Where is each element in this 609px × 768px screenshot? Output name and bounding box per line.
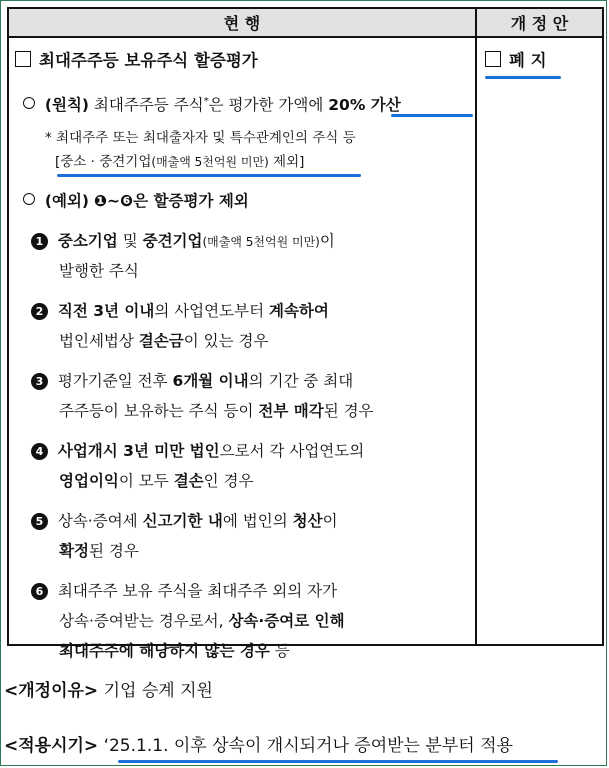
number-badge-icon: 4 [31,443,48,460]
number-badge-icon: 2 [31,303,48,320]
revised-text: 폐 지 [485,51,547,71]
reason-line: <개정이유> 기업 승계 지원 [4,681,213,701]
number-badge-icon: 6 [31,583,48,600]
exception-item-5: 5 상속·증여세 신고기한 내에 법인의 청산이 [31,511,338,531]
circle-bullet-icon [23,97,35,109]
revised-column [476,37,603,645]
exception-item-1: 1 중소기업 및 중견기업(매출액 5천억원 미만)이 [31,231,335,252]
note-line-2: [중소 · 중견기업(매출액 5천억원 미만) 제외] [55,154,305,170]
exception-item-5-cont: 확정된 경우 [59,542,139,560]
exception-item-4: 4 사업개시 3년 미만 법인으로서 각 사업연도의 [31,441,364,461]
number-badge-icon: 3 [31,373,48,390]
exception-item-4-cont: 영업이익이 모두 결손인 경우 [59,472,254,490]
circle-bullet-icon [23,193,35,205]
number-badge-icon: 5 [31,513,48,530]
note-underline [57,174,361,177]
current-column [8,37,476,660]
emph-underline [391,114,473,117]
exception-item-6-cont2: 최대주주에 해당하지 않는 경우 등 [59,642,290,660]
principle-line: (원칙) 최대주주등 주식*은 평가한 가액에 20% 가산 [23,92,401,115]
date-line: <적용시기> ‘25.1.1. 이후 상속이 개시되거나 증여받는 분부터 적용 [4,736,513,756]
header-revised: 개 정 안 [476,8,603,37]
header-current: 현 행 [8,8,476,37]
checkbox-icon [15,51,31,67]
comparison-table [7,7,604,660]
number-badge-icon: 1 [31,233,48,250]
date-underline [118,760,558,763]
note-line-1: * 최대주주 또는 최대출자자 및 특수관계인의 주식 등 [45,130,356,146]
exception-line: (예외) ❶~❻은 할증평가 제외 [23,191,249,211]
exception-item-2-cont: 법인세법상 결손금이 있는 경우 [59,332,269,350]
current-title: 최대주주등 보유주식 할증평가 [15,51,258,71]
checkbox-icon [485,51,501,67]
exception-item-6-cont: 상속·증여받는 경우로서, 상속·증여로 인해 [59,612,345,630]
exception-item-2: 2 직전 3년 이내의 사업연도부터 계속하여 [31,301,329,321]
exception-item-1-cont: 발행한 주식 [59,262,139,280]
revised-underline [485,76,561,79]
exception-item-6: 6 최대주주 보유 주식을 최대주주 외의 자가 [31,581,337,601]
exception-item-3: 3 평가기준일 전후 6개월 이내의 기간 중 최대 [31,371,353,391]
exception-item-3-cont: 주주등이 보유하는 주식 등이 전부 매각된 경우 [59,402,374,420]
